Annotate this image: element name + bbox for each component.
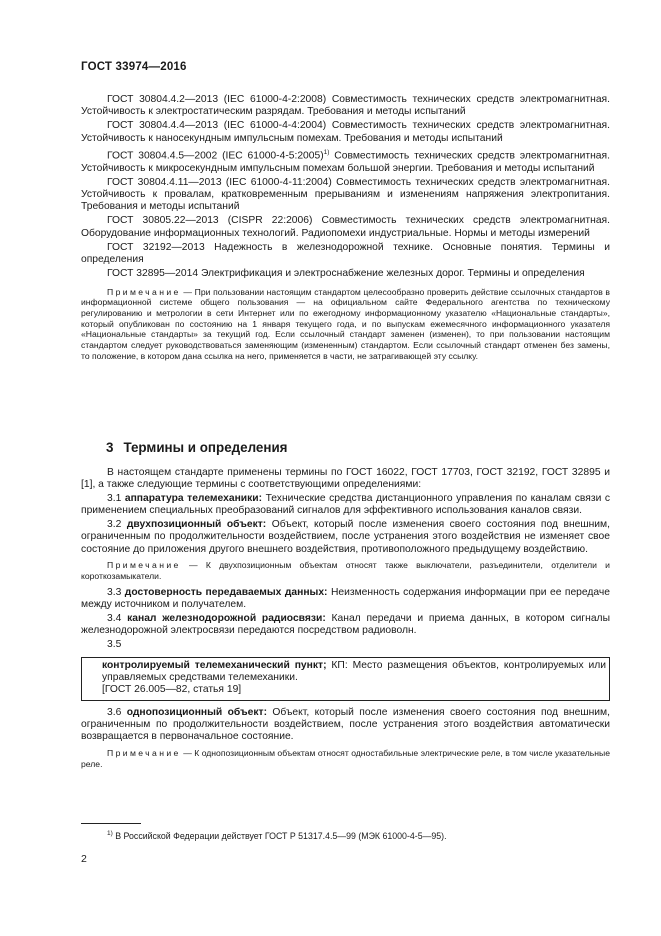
document-header: ГОСТ 33974—2016 [81,61,187,73]
footnote-separator [81,823,141,824]
reference-item: ГОСТ 30805.22—2013 (CISPR 22:2006) Совместимость технических средств электромагнитная. Оборудование информационных технологий. Радиопомехи индустриальные. Нормы и методы измерений [81,215,610,239]
note-label: Примечание [107,747,181,758]
term-name: двухпозиционный объект: [126,519,267,530]
term-entry [81,587,610,612]
page-number: 2 [81,853,87,865]
note-text: — К двухпозиционным объектам относят также выключатели, разъединители, отделители и короткозамыкатели. [81,560,610,581]
boxed-term [81,657,610,701]
term-name: однопозиционный объект: [126,706,268,718]
reference-item: ГОСТ 30804.4.2—2013 (IEC 61000-4-2:2008) Совместимость технических средств электромагнитная. Устойчивость к электростатическим разрядам. Требования и методы испытаний [81,94,610,118]
term-number: 3.2 [107,519,122,530]
term-name: аппаратура телемеханики: [124,493,263,504]
footnote [107,830,447,841]
term-number: 3.1 [107,493,122,504]
note-text: — К однопозиционным объектам относят одностабильные электрические реле, в том числе указательные реле. [81,747,610,769]
note [81,560,610,581]
term-name: контролируемый телемеханический пункт; [102,660,327,672]
term-abbreviation: КП: [331,660,348,672]
term-definition: Место размещения объектов, контролируемых или управляемых средствами телемеханики. [102,660,606,684]
term-definition: Объект, который после изменения своего состояния под внешним, ограниченным по продолжительности воздействием, после устранения этого воздействия не изменяет свое состояние до приложения другого внешнего воздействия, противоположного предыдущему воздействию. [81,519,610,555]
reference-item: ГОСТ 30804.4.11—2013 (IEC 61000-4-11:2004) Совместимость технических средств электромагнитная. Устойчивость к провалам, кратковременным прерываниям и изменениям напряжения электропитания. Требования и методы испытаний [81,176,610,213]
term-number: 3.6 [107,706,122,718]
note [81,748,610,769]
note-text: — При пользовании настоящим стандартом целесообразно проверить действие ссылочных стандартов в информационной системе общего пользования — на официальном сайте Федерального агентства по техническому регулированию и метрологии в сети Интернет или по ежегодному информационному указателю «Национальные стандарты», который опубликован по состоянию на 1 января текущего года, и по выпускам ежемесячного информационного указателя «Национальные стандарты» за текущий год. Если ссылочный стандарт заменен (изменен), то при пользовании настоящим стандартом следует руководствоваться заменяющим (измененным) стандартом. Если ссылочный стандарт отменен без замены, то положение, в котором дана ссылка на него, применяется в части, не затрагивающей эту ссылку. [81,286,610,361]
note-label: Примечание [107,286,181,297]
reference-text: Совместимость технических средств электромагнитная. Устойчивость к микросекундным импульсным помехам большой энергии. Требования и методы испытаний [81,150,610,174]
term-definition: Объект, который после изменения своего состояния под внешним, ограниченным по продолжительности воздействием, после устранения этого воздействия автоматически возвращается в первоначальное состояние. [81,706,610,743]
note [81,287,610,362]
term-name: канал железнодорожной радиосвязи: [127,612,326,624]
term-entry [102,660,606,684]
term-entry [81,707,610,744]
term-definition: Канал передачи и приема данных, в котором сигналы железнодорожной электросвязи передаются посредством радиоволн. [81,612,610,637]
term-entry [81,519,610,556]
reference-item: ГОСТ 32895—2014 Электрификация и электроснабжение железных дорог. Термины и определения [107,268,585,280]
term-number: 3.4 [107,612,122,624]
section-number: 3 [106,440,114,455]
intro-paragraph: В настоящем стандарте применены термины по ГОСТ 16022, ГОСТ 17703, ГОСТ 32192, ГОСТ 32895 и [1], а также следующие термины с соответствующими определениями: [81,467,610,491]
term-definition: Технические средства дистанционного управления по каналам связи с применением специальных преобразований сигналов для эффективного использования каналов связи. [81,493,610,517]
reference-item: ГОСТ 30804.4.4—2013 (IEC 61000-4-4:2004) Совместимость технических средств электромагнитная. Устойчивость к наносекундным импульсным помехам. Требования и методы испытаний [81,120,610,144]
section-heading [81,440,288,455]
reference-item: ГОСТ 32192—2013 Надежность в железнодорожной технике. Основные понятия. Термины и определения [81,241,610,266]
term-entry [81,613,610,638]
reference-code: ГОСТ 30804.4.5—2002 (IEC 61000-4-5:2005) [107,150,324,162]
note-label: Примечание [107,560,181,571]
footnote-text: В Российской Федерации действует ГОСТ Р 51317.4.5—99 (МЭК 61000-4-5—95). [115,830,447,841]
footnote-marker[interactable]: 1) [323,148,330,156]
term-number-line: 3.5 [107,638,122,650]
normative-references [81,94,610,363]
term-definition: Неизменность содержания информации при ее передаче между источником и получателем. [81,586,610,611]
section-title: Термины и определения [123,440,288,455]
term-entry [81,493,610,518]
reference-item [81,147,610,175]
term-number: 3.3 [107,586,122,598]
term-source: [ГОСТ 26.005—82, статья 19] [102,684,242,696]
terms-and-definitions [81,467,610,774]
term-name: достоверность передаваемых данных: [124,586,328,598]
footnote-marker: 1) [107,830,113,837]
